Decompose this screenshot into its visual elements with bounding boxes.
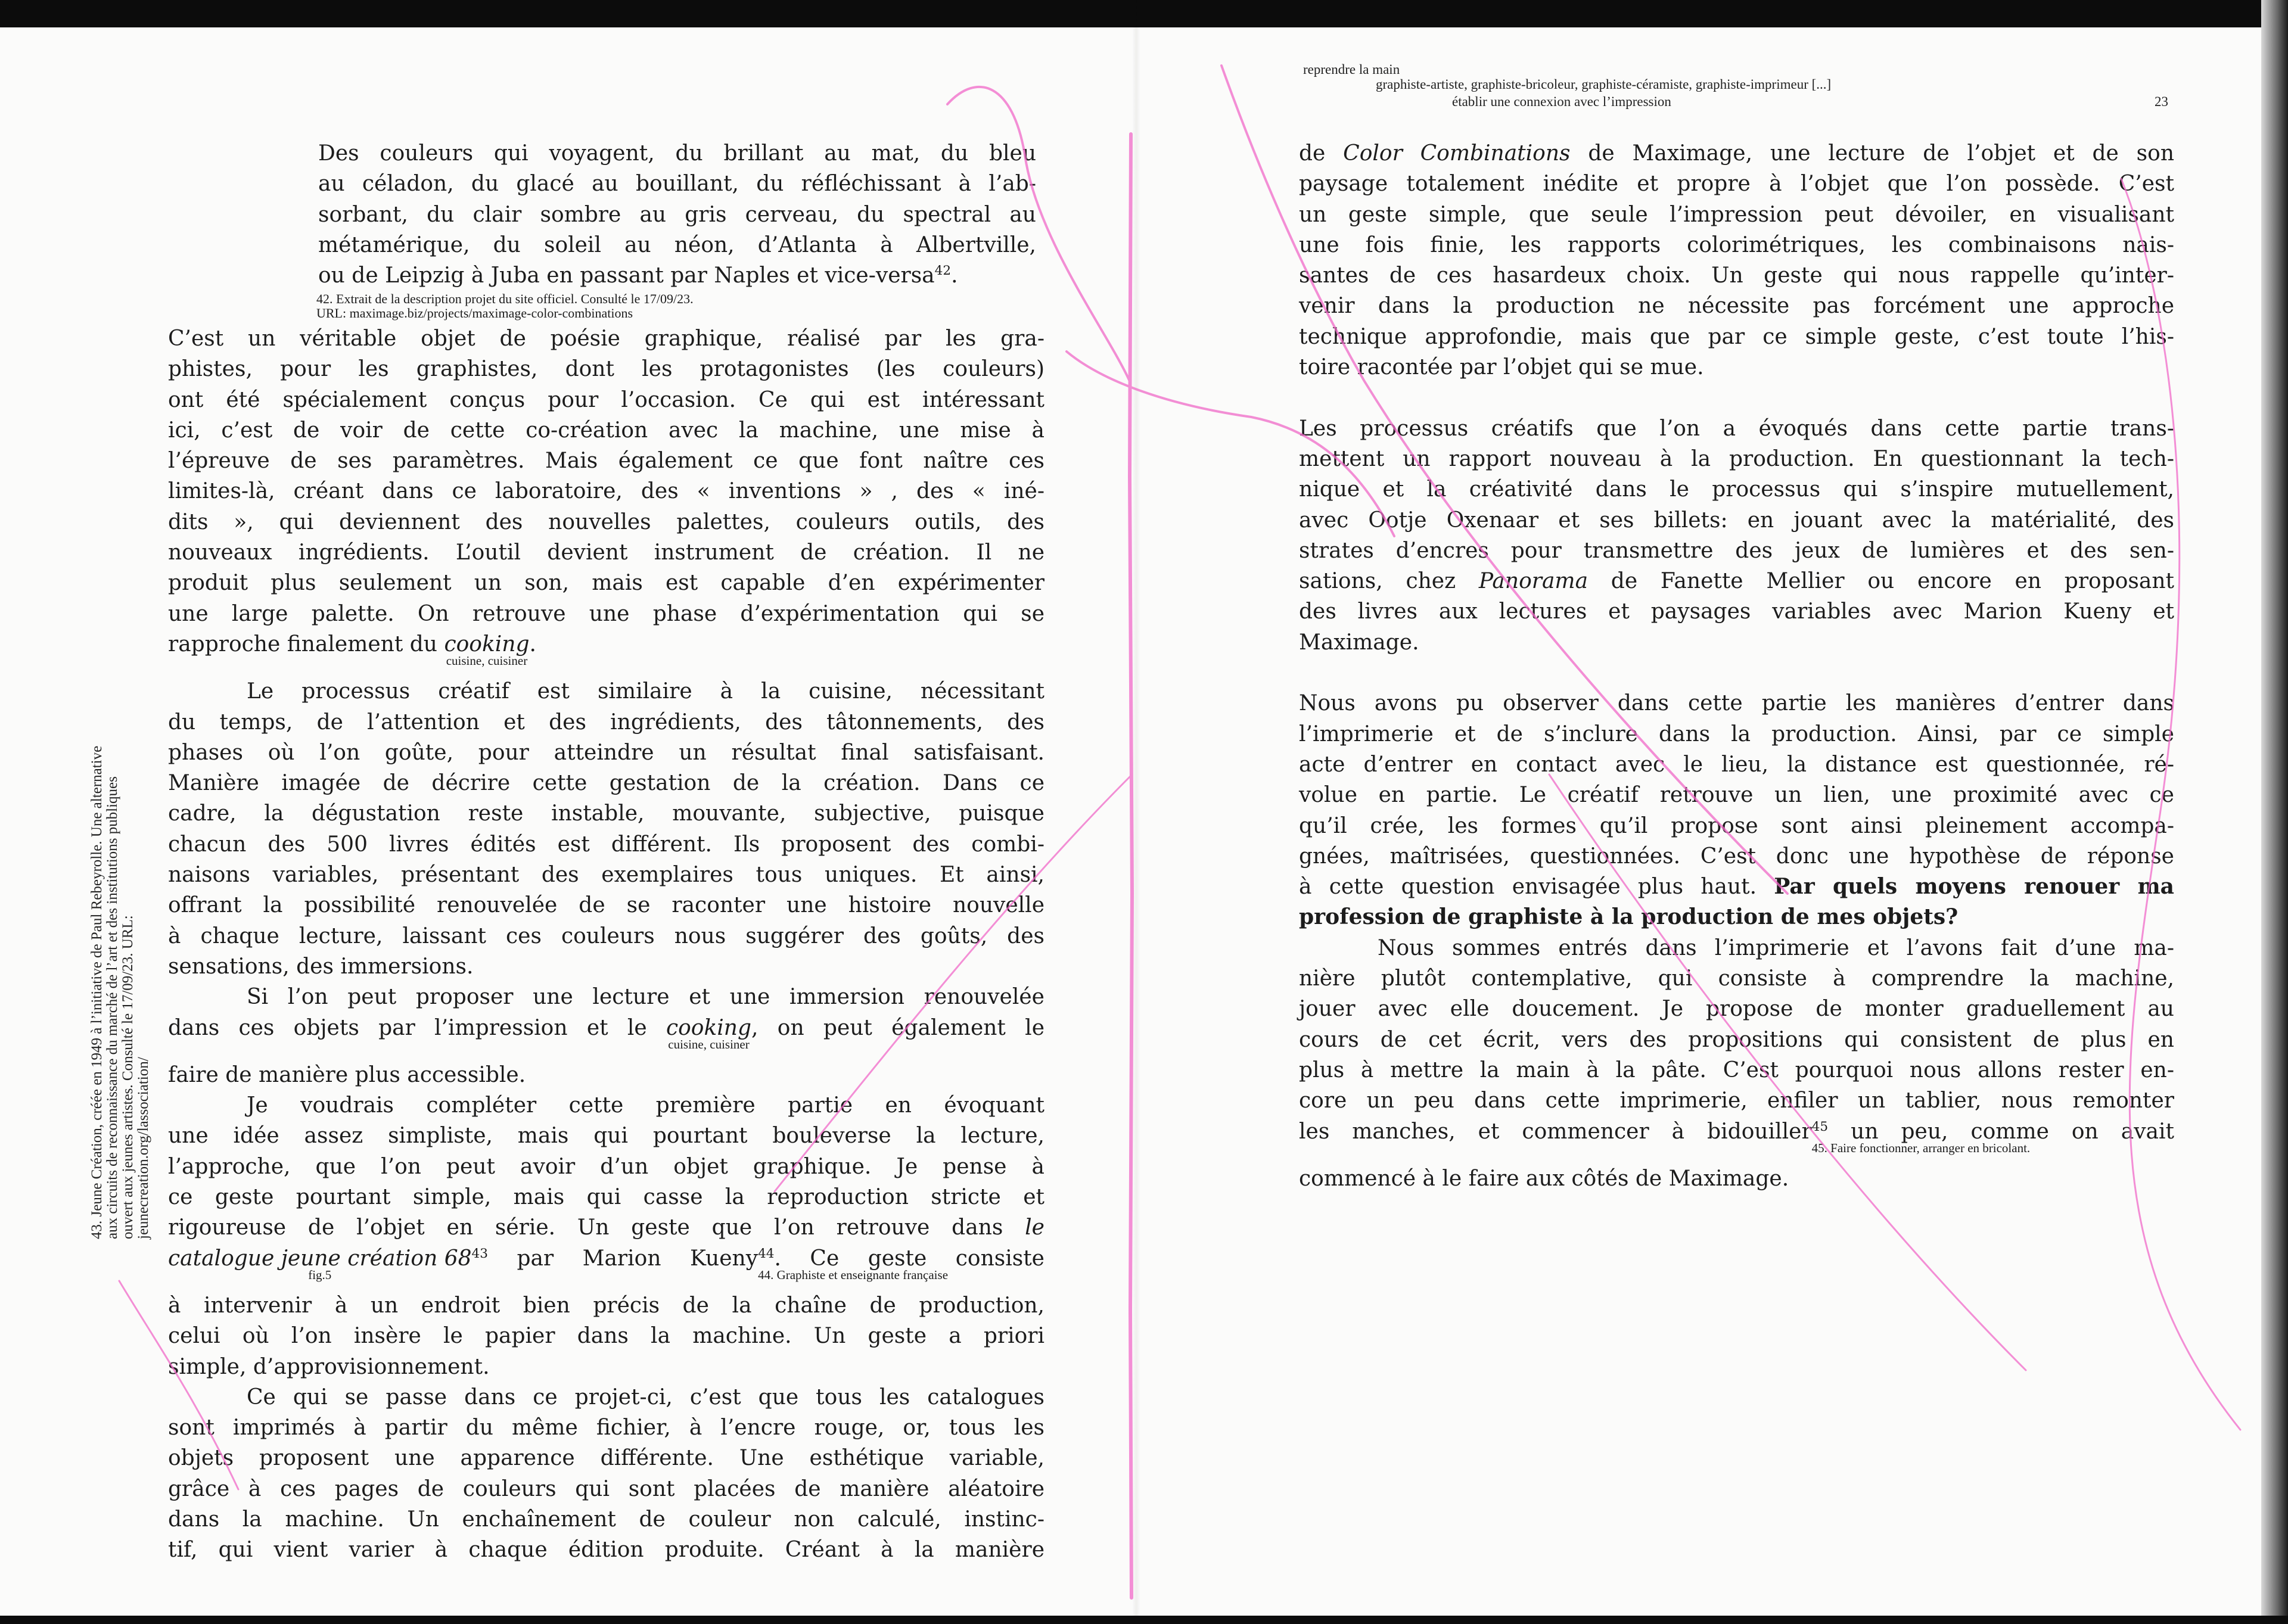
text-run: . bbox=[529, 631, 536, 657]
footnote-reference: 44 bbox=[758, 1246, 775, 1261]
margin-gloss: cuisine, cuisiner bbox=[446, 653, 528, 668]
italic-text: catalogue jeune création 68 bbox=[168, 1246, 472, 1271]
text-run: tif, qui vient varier à chaque édition produite. Créant à la manière bbox=[168, 1538, 1044, 1563]
bold-text: profession de graphiste à la production de mes objets? bbox=[1299, 904, 1959, 930]
text-run: à cette question envisagée plus haut. bbox=[1299, 875, 1774, 900]
text-run: sations, chez bbox=[1299, 569, 1479, 594]
page-edge-shadow bbox=[2261, 0, 2288, 1624]
text-run: core un peu dans cette imprimerie, enfiler un tablier, nous remonter bbox=[1299, 1088, 2174, 1113]
text-line bbox=[168, 1321, 1044, 1351]
text-run: Je voudrais compléter cette première partie en évoquant bbox=[247, 1093, 1044, 1118]
text-run: santes de ces hasardeux choix. Un geste qui nous rappelle qu’inter- bbox=[1299, 263, 2174, 288]
paragraph bbox=[168, 982, 1044, 1090]
text-run: commencé à le faire aux côtés de Maximage. bbox=[1299, 1166, 1789, 1191]
text-line bbox=[168, 798, 1044, 829]
text-line bbox=[1299, 200, 2174, 230]
text-run: à intervenir à un endroit bien précis de la chaîne de production, bbox=[168, 1293, 1044, 1318]
text-line bbox=[1299, 505, 2174, 536]
text-line bbox=[1299, 1163, 2174, 1194]
text-line bbox=[1299, 1085, 2174, 1116]
text-run: produit plus seulement un son, mais est capable d’en expérimenter bbox=[168, 571, 1044, 596]
text-run: l’imprimerie et de s’inclure dans la production. Ainsi, par ce simple bbox=[1299, 721, 2174, 746]
text-run: ou de Leipzig à Juba en passant par Naples et vice-versa bbox=[318, 263, 935, 288]
text-line bbox=[168, 982, 1044, 1012]
text-line bbox=[1299, 688, 2174, 718]
text-line bbox=[1299, 719, 2174, 749]
text-line bbox=[1299, 260, 2174, 291]
text-line bbox=[168, 1060, 1044, 1090]
text-line bbox=[168, 599, 1044, 629]
bold-text: Par quels moyens renouer ma bbox=[1774, 874, 2174, 900]
text-line bbox=[168, 537, 1044, 568]
text-line bbox=[168, 1152, 1044, 1182]
paragraph bbox=[1299, 138, 2174, 382]
text-line bbox=[168, 629, 1044, 668]
paragraph bbox=[168, 1090, 1044, 1382]
text-line bbox=[318, 200, 1036, 230]
text-run: rigoureuse de l’objet en série. Un geste que l’on retrouve dans bbox=[168, 1215, 1025, 1240]
text-line bbox=[168, 1121, 1044, 1151]
text-line bbox=[168, 1382, 1044, 1413]
text-run: faire de manière plus accessible. bbox=[168, 1062, 526, 1087]
text-line bbox=[168, 354, 1044, 384]
text-run: Nous avons pu observer dans cette partie les manières d’entrer dans bbox=[1299, 691, 2174, 716]
text-line bbox=[1299, 1055, 2174, 1085]
text-run: ici, c’est de voir de cette co-création avec la machine, une mise à bbox=[168, 418, 1044, 443]
text-run: jouer avec elle doucement. Je propose de monter graduellement au bbox=[1299, 997, 2174, 1022]
text-run: limites-là, créant dans ce laboratoire, des « inventions » , des « iné- bbox=[168, 479, 1044, 504]
text-run: volue en partie. Le créatif retrouve un lien, une proximité avec ce bbox=[1299, 783, 2174, 808]
text-run: phistes, pour les graphistes, dont les protagonistes (les couleurs) bbox=[168, 357, 1044, 382]
text-line bbox=[1299, 352, 2174, 382]
text-run: strates d’encres pour transmettre des jeux de lumières et des sen- bbox=[1299, 538, 2174, 563]
text-run: une idée assez simpliste, mais qui pourtant bouleverse la lecture, bbox=[168, 1124, 1044, 1149]
footnote-42-line-2: URL: maximage.biz/projects/maximage-color-combinations bbox=[316, 306, 633, 321]
text-run: paysage totalement inédite et propre à l’objet que l’on possède. C’est bbox=[1299, 172, 2174, 197]
text-run: avec Ootje Oxenaar et ses billets: en jouant avec la matérialité, des bbox=[1299, 508, 2174, 533]
text-run: simple, d’approvisionnement. bbox=[168, 1354, 490, 1379]
scan-top-border bbox=[0, 0, 2288, 27]
text-line bbox=[168, 1535, 1044, 1565]
text-line bbox=[1299, 872, 2174, 902]
text-run: ce geste pourtant simple, mais qui casse la reproduction stricte et bbox=[168, 1185, 1044, 1210]
italic-text: Color Combinations bbox=[1343, 141, 1571, 166]
text-line bbox=[318, 260, 1036, 291]
text-line bbox=[1299, 780, 2174, 810]
text-line bbox=[1299, 1116, 2174, 1155]
text-run: nouveaux ingrédients. L’outil devient instrument de création. Il ne bbox=[168, 540, 1044, 565]
text-run: l’épreuve de ses paramètres. Mais également ce que font naître ces bbox=[168, 449, 1044, 474]
text-line bbox=[168, 507, 1044, 537]
text-run: . Ce geste consiste bbox=[774, 1246, 1044, 1271]
paragraph bbox=[168, 323, 1044, 668]
text-run: Le processus créatif est similaire à la cuisine, nécessitant bbox=[247, 679, 1044, 704]
margin-gloss: 45. Faire fonctionner, arranger en bricolant. bbox=[1811, 1140, 2031, 1155]
text-line bbox=[168, 890, 1044, 920]
text-run: celui où l’on insère le papier dans la machine. Un geste a priori bbox=[168, 1324, 1044, 1349]
footnote-42-line-1: 42. Extrait de la description projet du site officiel. Consulté le 17/09/23. bbox=[316, 291, 694, 306]
text-run: ont été spécialement conçus pour l’occasion. Ce qui est intéressant bbox=[168, 387, 1044, 412]
text-line bbox=[1299, 230, 2174, 260]
running-header-line-2: graphiste-artiste, graphiste-bricoleur, graphiste-céramiste, graphiste-imprimeur [...] bbox=[1376, 77, 1832, 92]
text-line bbox=[1299, 627, 2174, 658]
text-run: qu’il crée, les formes qu’il propose sont ainsi pleinement accompa- bbox=[1299, 813, 2174, 838]
footnote-reference: 42 bbox=[934, 263, 952, 279]
text-run: grâce à ces pages de couleurs qui sont placées de manière aléatoire bbox=[168, 1476, 1044, 1501]
text-run: naisons variables, présentant des exemplaires tous uniques. Et ainsi, bbox=[168, 863, 1044, 888]
text-run: Manière imagée de décrire cette gestation de la création. Dans ce bbox=[168, 771, 1044, 796]
text-line bbox=[168, 829, 1044, 860]
text-run: sorbant, du clair sombre au gris cerveau, du spectral au bbox=[318, 202, 1036, 227]
text-run: Ce qui se passe dans ce projet-ci, c’est que tous les catalogues bbox=[247, 1385, 1044, 1410]
text-run: les manches, et commencer à bidouiller bbox=[1299, 1119, 1812, 1144]
paragraph bbox=[1299, 413, 2174, 658]
text-line bbox=[1299, 169, 2174, 199]
annotated-text bbox=[666, 1013, 752, 1051]
text-line bbox=[1299, 291, 2174, 321]
text-line bbox=[168, 1212, 1044, 1243]
text-run: des livres aux lectures et paysages variables avec Marion Kueny et bbox=[1299, 599, 2174, 624]
text-line bbox=[1299, 413, 2174, 444]
text-run: Maximage. bbox=[1299, 630, 1419, 655]
text-run: acte d’entrer en contact avec le lieu, la distance est questionnée, ré- bbox=[1299, 752, 2174, 777]
text-run: offrant la possibilité renouvelée de se raconter une histoire nouvelle bbox=[168, 893, 1044, 918]
text-line bbox=[1299, 933, 2174, 963]
text-run: chacun des 500 livres édités est différent. Ils proposent des combi- bbox=[168, 832, 1044, 857]
text-run: un geste simple, que seule l’impression peut dévoiler, en visualisant bbox=[1299, 202, 2174, 227]
text-line bbox=[168, 1290, 1044, 1321]
text-line bbox=[168, 676, 1044, 707]
text-line bbox=[168, 738, 1044, 768]
text-run: métamérique, du soleil au néon, d’Atlanta à Albertville, bbox=[318, 232, 1036, 257]
text-line bbox=[168, 860, 1044, 890]
text-run: cadre, la dégustation reste instable, mouvante, subjective, puisque bbox=[168, 801, 1044, 826]
annotated-text bbox=[168, 1243, 472, 1282]
text-line bbox=[168, 1182, 1044, 1212]
footnote-reference: 45 bbox=[1811, 1119, 1829, 1134]
text-run: mettent un rapport nouveau à la production. En questionnant la tech- bbox=[1299, 446, 2174, 471]
text-line bbox=[168, 1243, 1044, 1282]
page-number: 23 bbox=[2155, 94, 2168, 109]
text-run: de Maximage, une lecture de l’objet et de son bbox=[1570, 141, 2175, 166]
text-line bbox=[318, 138, 1036, 169]
text-run: objets proposent une apparence différente. Une esthétique variable, bbox=[168, 1446, 1044, 1471]
text-run: un peu, comme on avait bbox=[1828, 1119, 2174, 1144]
paragraph bbox=[1299, 688, 2174, 932]
text-line bbox=[1299, 1025, 2174, 1055]
text-run: sont imprimés à partir du même fichier, à l’encre rouge, or, tous les bbox=[168, 1415, 1044, 1441]
text-run: nière plutôt contemplative, qui consiste à comprendre la machine, bbox=[1299, 966, 2174, 991]
text-line bbox=[1299, 596, 2174, 627]
text-run: cours de cet écrit, vers des propositions qui consistent de plus en bbox=[1299, 1027, 2174, 1052]
text-run: une large palette. On retrouve une phase d’expérimentation qui se bbox=[168, 601, 1044, 626]
text-line bbox=[1299, 566, 2174, 596]
text-run: du temps, de l’attention et des ingrédients, des tâtonnements, des bbox=[168, 710, 1044, 735]
paragraph bbox=[1299, 933, 2174, 1194]
text-line bbox=[168, 768, 1044, 798]
margin-gloss: 44. Graphiste et enseignante française bbox=[758, 1267, 949, 1282]
text-line bbox=[1299, 994, 2174, 1024]
text-line bbox=[168, 1413, 1044, 1443]
text-line bbox=[1299, 902, 2174, 932]
text-run: nique et la créativité dans le processus qui s’inspire mutuellement, bbox=[1299, 477, 2174, 502]
text-line bbox=[1299, 841, 2174, 872]
text-run: . bbox=[951, 263, 958, 288]
text-run: par Marion Kueny bbox=[488, 1246, 758, 1271]
text-run: de Fanette Mellier ou encore en proposant bbox=[1588, 569, 2175, 594]
text-line bbox=[1299, 963, 2174, 994]
sidebar-footnote-43: 43. Jeune Création, créée en 1949 à l’initiative de Paul Rebeyrolle. Une alternative aux circuits de reconnaissance du marché de l’art et des institutions publiques ouvert aux jeunes artistes. Consulté le 17/09/23. URL: jeunecreation.org/lassociation/ bbox=[89, 745, 151, 1239]
paragraph bbox=[168, 676, 1044, 982]
italic-text: le bbox=[1025, 1215, 1044, 1240]
text-line bbox=[168, 1443, 1044, 1473]
text-line bbox=[168, 385, 1044, 415]
text-run: technique approfondie, mais que par ce simple geste, c’est toute l’his- bbox=[1299, 324, 2174, 349]
text-run: Nous sommes entrés dans l’imprimerie et l’avons fait d’une ma- bbox=[1378, 935, 2174, 960]
text-line bbox=[168, 1352, 1044, 1382]
footnote-reference: 43 bbox=[471, 1246, 489, 1261]
text-run: dans la machine. Un enchaînement de couleur non calculé, instinc- bbox=[168, 1507, 1044, 1532]
text-line bbox=[168, 1090, 1044, 1121]
text-line bbox=[168, 1474, 1044, 1504]
text-line bbox=[1299, 138, 2174, 169]
annotated-text bbox=[444, 629, 530, 668]
margin-gloss: cuisine, cuisiner bbox=[668, 1037, 750, 1051]
text-run: gnées, maîtrisées, questionnées. C’est donc une hypothèse de réponse bbox=[1299, 844, 2174, 869]
running-header-line-3: établir une connexion avec l’impression bbox=[1452, 94, 1671, 109]
text-line bbox=[318, 169, 1036, 199]
right-page-body bbox=[1299, 138, 2174, 1194]
text-line bbox=[1299, 536, 2174, 566]
text-line bbox=[1299, 322, 2174, 352]
text-run: C’est un véritable objet de poésie graphique, réalisé par les gra- bbox=[168, 326, 1044, 351]
text-run: dans ces objets par l’impression et le bbox=[168, 1015, 666, 1040]
text-line bbox=[168, 476, 1044, 506]
text-run: venir dans la production ne nécessite pas forcément une approche bbox=[1299, 294, 2174, 319]
text-line bbox=[1299, 811, 2174, 841]
scan-bottom-border bbox=[0, 1616, 2288, 1624]
text-run: à chaque lecture, laissant ces couleurs nous suggérer des goûts, des bbox=[168, 923, 1044, 948]
text-run: Si l’on peut proposer une lecture et une immersion renouvelée bbox=[247, 985, 1044, 1010]
text-line bbox=[168, 323, 1044, 354]
text-line bbox=[168, 707, 1044, 738]
text-line bbox=[1299, 444, 2174, 474]
footnote-42 bbox=[316, 292, 1031, 321]
text-run: une fois finie, les rapports colorimétriques, les combinaisons nais- bbox=[1299, 232, 2174, 257]
text-run: au céladon, du glacé au bouillant, du réfléchissant à l’ab- bbox=[318, 172, 1036, 197]
left-page-body bbox=[168, 323, 1044, 1566]
text-run: phases où l’on goûte, pour atteindre un résultat final satisfaisant. bbox=[168, 740, 1044, 765]
paragraph bbox=[168, 1382, 1044, 1566]
text-run: plus à mettre la main à la pâte. C’est pourquoi nous allons rester en- bbox=[1299, 1057, 2174, 1082]
text-line bbox=[168, 415, 1044, 446]
text-line bbox=[168, 446, 1044, 476]
text-run: l’approche, que l’on peut avoir d’un objet graphique. Je pense à bbox=[168, 1154, 1044, 1179]
text-line bbox=[318, 230, 1036, 260]
left-quote-block bbox=[318, 138, 1036, 291]
italic-text: cooking bbox=[444, 631, 530, 657]
text-run: , on peut également le bbox=[751, 1015, 1044, 1040]
margin-gloss: fig.5 bbox=[308, 1267, 332, 1282]
text-run: sensations, des immersions. bbox=[168, 954, 474, 979]
text-run: Des couleurs qui voyagent, du brillant au mat, du bleu bbox=[318, 141, 1036, 166]
text-line bbox=[168, 1013, 1044, 1051]
book-gutter bbox=[1132, 0, 1140, 1624]
text-run: Les processus créatifs que l’on a évoqués dans cette partie trans- bbox=[1299, 416, 2174, 441]
text-run: rapproche finalement du bbox=[168, 631, 444, 657]
text-line bbox=[1299, 474, 2174, 505]
text-line bbox=[1299, 749, 2174, 780]
running-header-line-1: reprendre la main bbox=[1303, 62, 1400, 77]
italic-text: cooking bbox=[666, 1015, 752, 1040]
italic-text: Panorama bbox=[1478, 569, 1588, 594]
text-run: toire racontée par l’objet qui se mue. bbox=[1299, 355, 1704, 380]
text-line bbox=[168, 1504, 1044, 1535]
text-run: de bbox=[1299, 141, 1344, 166]
text-line bbox=[168, 951, 1044, 982]
text-line bbox=[168, 568, 1044, 598]
text-run: dits », qui deviennent des nouvelles palettes, couleurs outils, des bbox=[168, 509, 1044, 534]
text-line bbox=[168, 921, 1044, 951]
